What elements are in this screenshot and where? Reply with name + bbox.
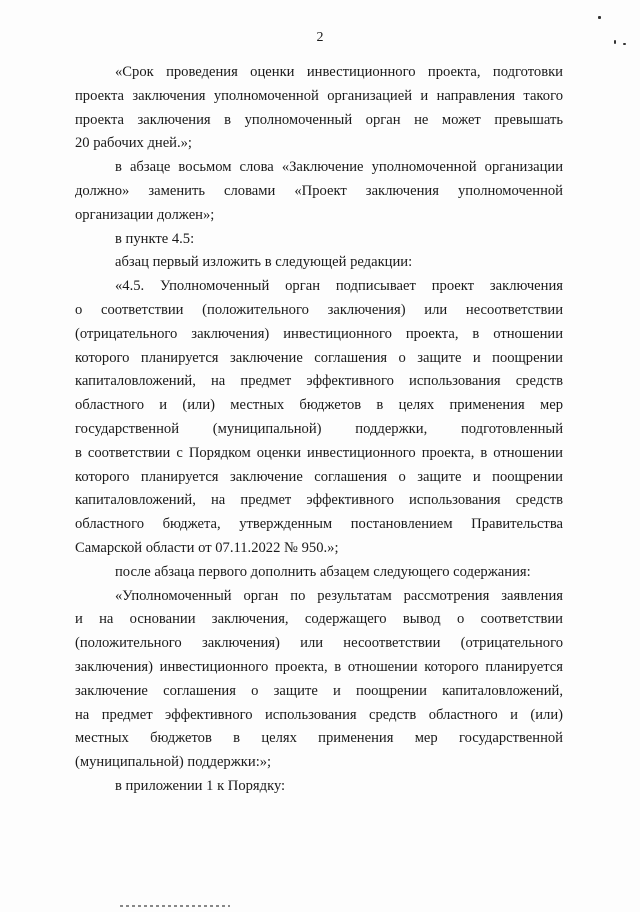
paragraph	[75, 585, 563, 775]
document-body	[75, 61, 563, 799]
text-line: в соответствии с Порядком оценки инвестиционного проекта, в отношении	[75, 444, 563, 461]
text-line: которого планируется заключение соглашения о защите и поощрении	[75, 468, 563, 485]
text-line: «Срок проведения оценки инвестиционного проекта, подготовки	[115, 64, 563, 80]
text-line: «4.5. Уполномоченный орган подписывает проект заключения	[115, 278, 563, 295]
text-line: 20 рабочих дней.»;	[75, 135, 192, 152]
paragraph	[75, 275, 563, 561]
text-line: о соответствии (положительного заключения) или несоответствии	[75, 301, 563, 318]
text-line: областного бюджета, утвержденным постановлением Правительства	[75, 516, 563, 533]
paragraph	[75, 251, 563, 275]
text-line: заключение соглашения о защите и поощрении капиталовложений,	[75, 682, 563, 699]
text-line: организации должен»;	[75, 206, 215, 223]
text-line: после абзаца первого дополнить абзацем следующего содержания:	[115, 563, 531, 580]
paragraph	[75, 61, 563, 156]
text-line: капиталовложений, на предмет эффективного использования средств	[75, 492, 563, 509]
text-line: (муниципальной) поддержки:»;	[75, 754, 272, 771]
page-number: 2	[316, 30, 324, 45]
text-line: капиталовложений, на предмет эффективного использования средств	[75, 373, 563, 390]
text-line: в абзаце восьмом слова «Заключение уполномоченной организации	[115, 159, 563, 176]
scan-edge-mark	[120, 905, 230, 907]
text-line: государственной (муниципальной) поддержки, подготовленный	[75, 420, 563, 437]
scan-artifact	[614, 40, 616, 44]
paragraph	[75, 156, 563, 227]
text-line: «Уполномоченный орган по результатам рассмотрения заявления	[115, 587, 563, 604]
text-line: и на основании заключения, содержащего вывод о соответствии	[75, 611, 563, 628]
text-line: в пункте 4.5:	[115, 230, 195, 247]
text-line: проекта заключения в уполномоченный орган не может превышать	[75, 111, 563, 128]
text-line: должно» заменить словами «Проект заключения уполномоченной	[75, 182, 563, 199]
text-line: Самарской области от 07.11.2022 № 950.»;	[75, 539, 339, 556]
scan-artifact	[598, 16, 601, 19]
text-line: на предмет эффективного использования средств областного и (или)	[75, 706, 563, 723]
text-line: в приложении 1 к Порядку:	[115, 777, 286, 794]
paragraph	[75, 561, 563, 585]
text-line: (отрицательного заключения) инвестиционного проекта, в отношении	[75, 325, 563, 342]
text-line: областного и (или) местных бюджетов в целях применения мер	[75, 397, 563, 414]
text-line: заключения) инвестиционного проекта, в отношении которого планируется	[75, 658, 563, 675]
scan-artifact	[623, 43, 626, 45]
paragraph	[75, 775, 563, 799]
text-line: местных бюджетов в целях применения мер государственной	[75, 730, 563, 747]
text-line: абзац первый изложить в следующей редакции:	[115, 254, 413, 271]
paragraph	[75, 228, 563, 252]
text-line: (положительного заключения) или несоответствии (отрицательного	[75, 635, 563, 652]
text-line: которого планируется заключение соглашения о защите и поощрении	[75, 349, 563, 366]
text-line: проекта заключения уполномоченной организацией и направления такого	[75, 87, 563, 104]
